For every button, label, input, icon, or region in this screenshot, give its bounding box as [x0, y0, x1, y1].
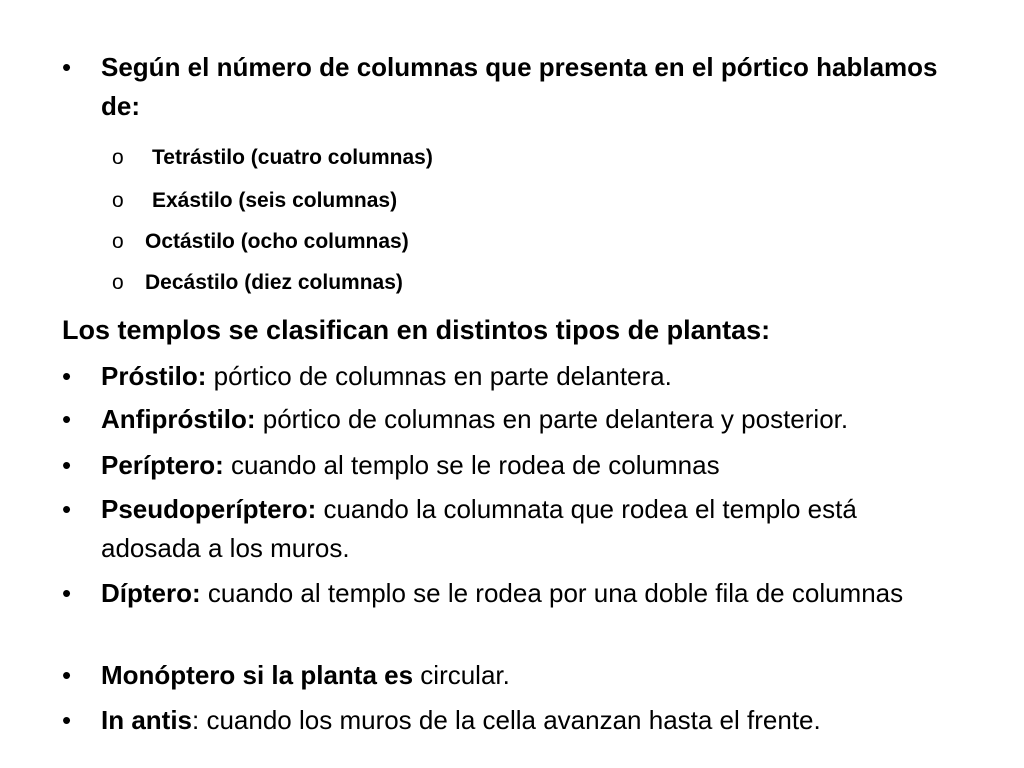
intro-text: Según el número de columnas que presenta en el pórtico hablamos de:: [101, 52, 938, 121]
sub-item-text: Decástilo (diez columnas): [145, 271, 403, 294]
sub-item-tetrastilo: [112, 143, 433, 173]
bullet-dot: •: [62, 361, 72, 391]
bullet-dot: •: [62, 404, 72, 434]
sub-item-decastilo: [112, 268, 403, 298]
sub-marker: o: [112, 230, 124, 253]
type-term: Monóptero si la planta es: [101, 660, 414, 690]
type-term: Anfipróstilo:: [101, 404, 256, 434]
sub-item-exastilo: [112, 186, 397, 216]
sub-item-text: Tetrástilo (cuatro columnas): [152, 146, 433, 169]
bullet-dot: •: [62, 660, 72, 690]
sub-item-text: Octástilo (ocho columnas): [145, 230, 409, 253]
type-term: Díptero:: [101, 578, 201, 608]
type-term: Pseudoperíptero:: [101, 494, 317, 524]
type-desc: cuando al templo se le rodea de columnas: [223, 450, 720, 480]
sub-item-octastilo: [112, 227, 409, 257]
bullet-dot: •: [62, 52, 72, 82]
type-term: In antis: [101, 705, 193, 735]
type-item-in-antis: [62, 701, 962, 740]
type-desc: circular.: [413, 660, 510, 690]
sub-marker: o: [112, 189, 124, 212]
sub-marker: o: [112, 146, 124, 169]
type-desc: cuando al templo se le rodea por una doble fila de columnas: [200, 578, 904, 608]
intro-bullet-item: [62, 48, 962, 126]
type-item-periptero: [62, 446, 962, 485]
type-item-pseudoperiptero: [62, 490, 962, 568]
type-desc: : cuando los muros de la cella avanzan hasta el frente.: [192, 705, 821, 735]
type-term: Períptero:: [101, 450, 224, 480]
type-desc: pórtico de columnas en parte delantera y posterior.: [255, 404, 849, 434]
type-item-prostilo: [62, 357, 962, 396]
type-item-diptero: [62, 574, 962, 613]
type-item-monoptero: [62, 656, 962, 695]
sub-marker: o: [112, 271, 124, 294]
sub-item-text: Exástilo (seis columnas): [152, 189, 398, 212]
bullet-dot: •: [62, 578, 72, 608]
bullet-dot: •: [62, 705, 72, 735]
section-heading: Los templos se clasifican en distintos tipos de plantas:: [62, 315, 771, 345]
type-desc: cuando la columnata que rodea el templo está adosada a los muros.: [101, 494, 857, 563]
bullet-dot: •: [62, 494, 72, 524]
type-desc: pórtico de columnas en parte delantera.: [206, 361, 672, 391]
type-item-anfiprostilo: [62, 400, 962, 439]
bullet-dot: •: [62, 450, 72, 480]
type-term: Próstilo:: [101, 361, 207, 391]
